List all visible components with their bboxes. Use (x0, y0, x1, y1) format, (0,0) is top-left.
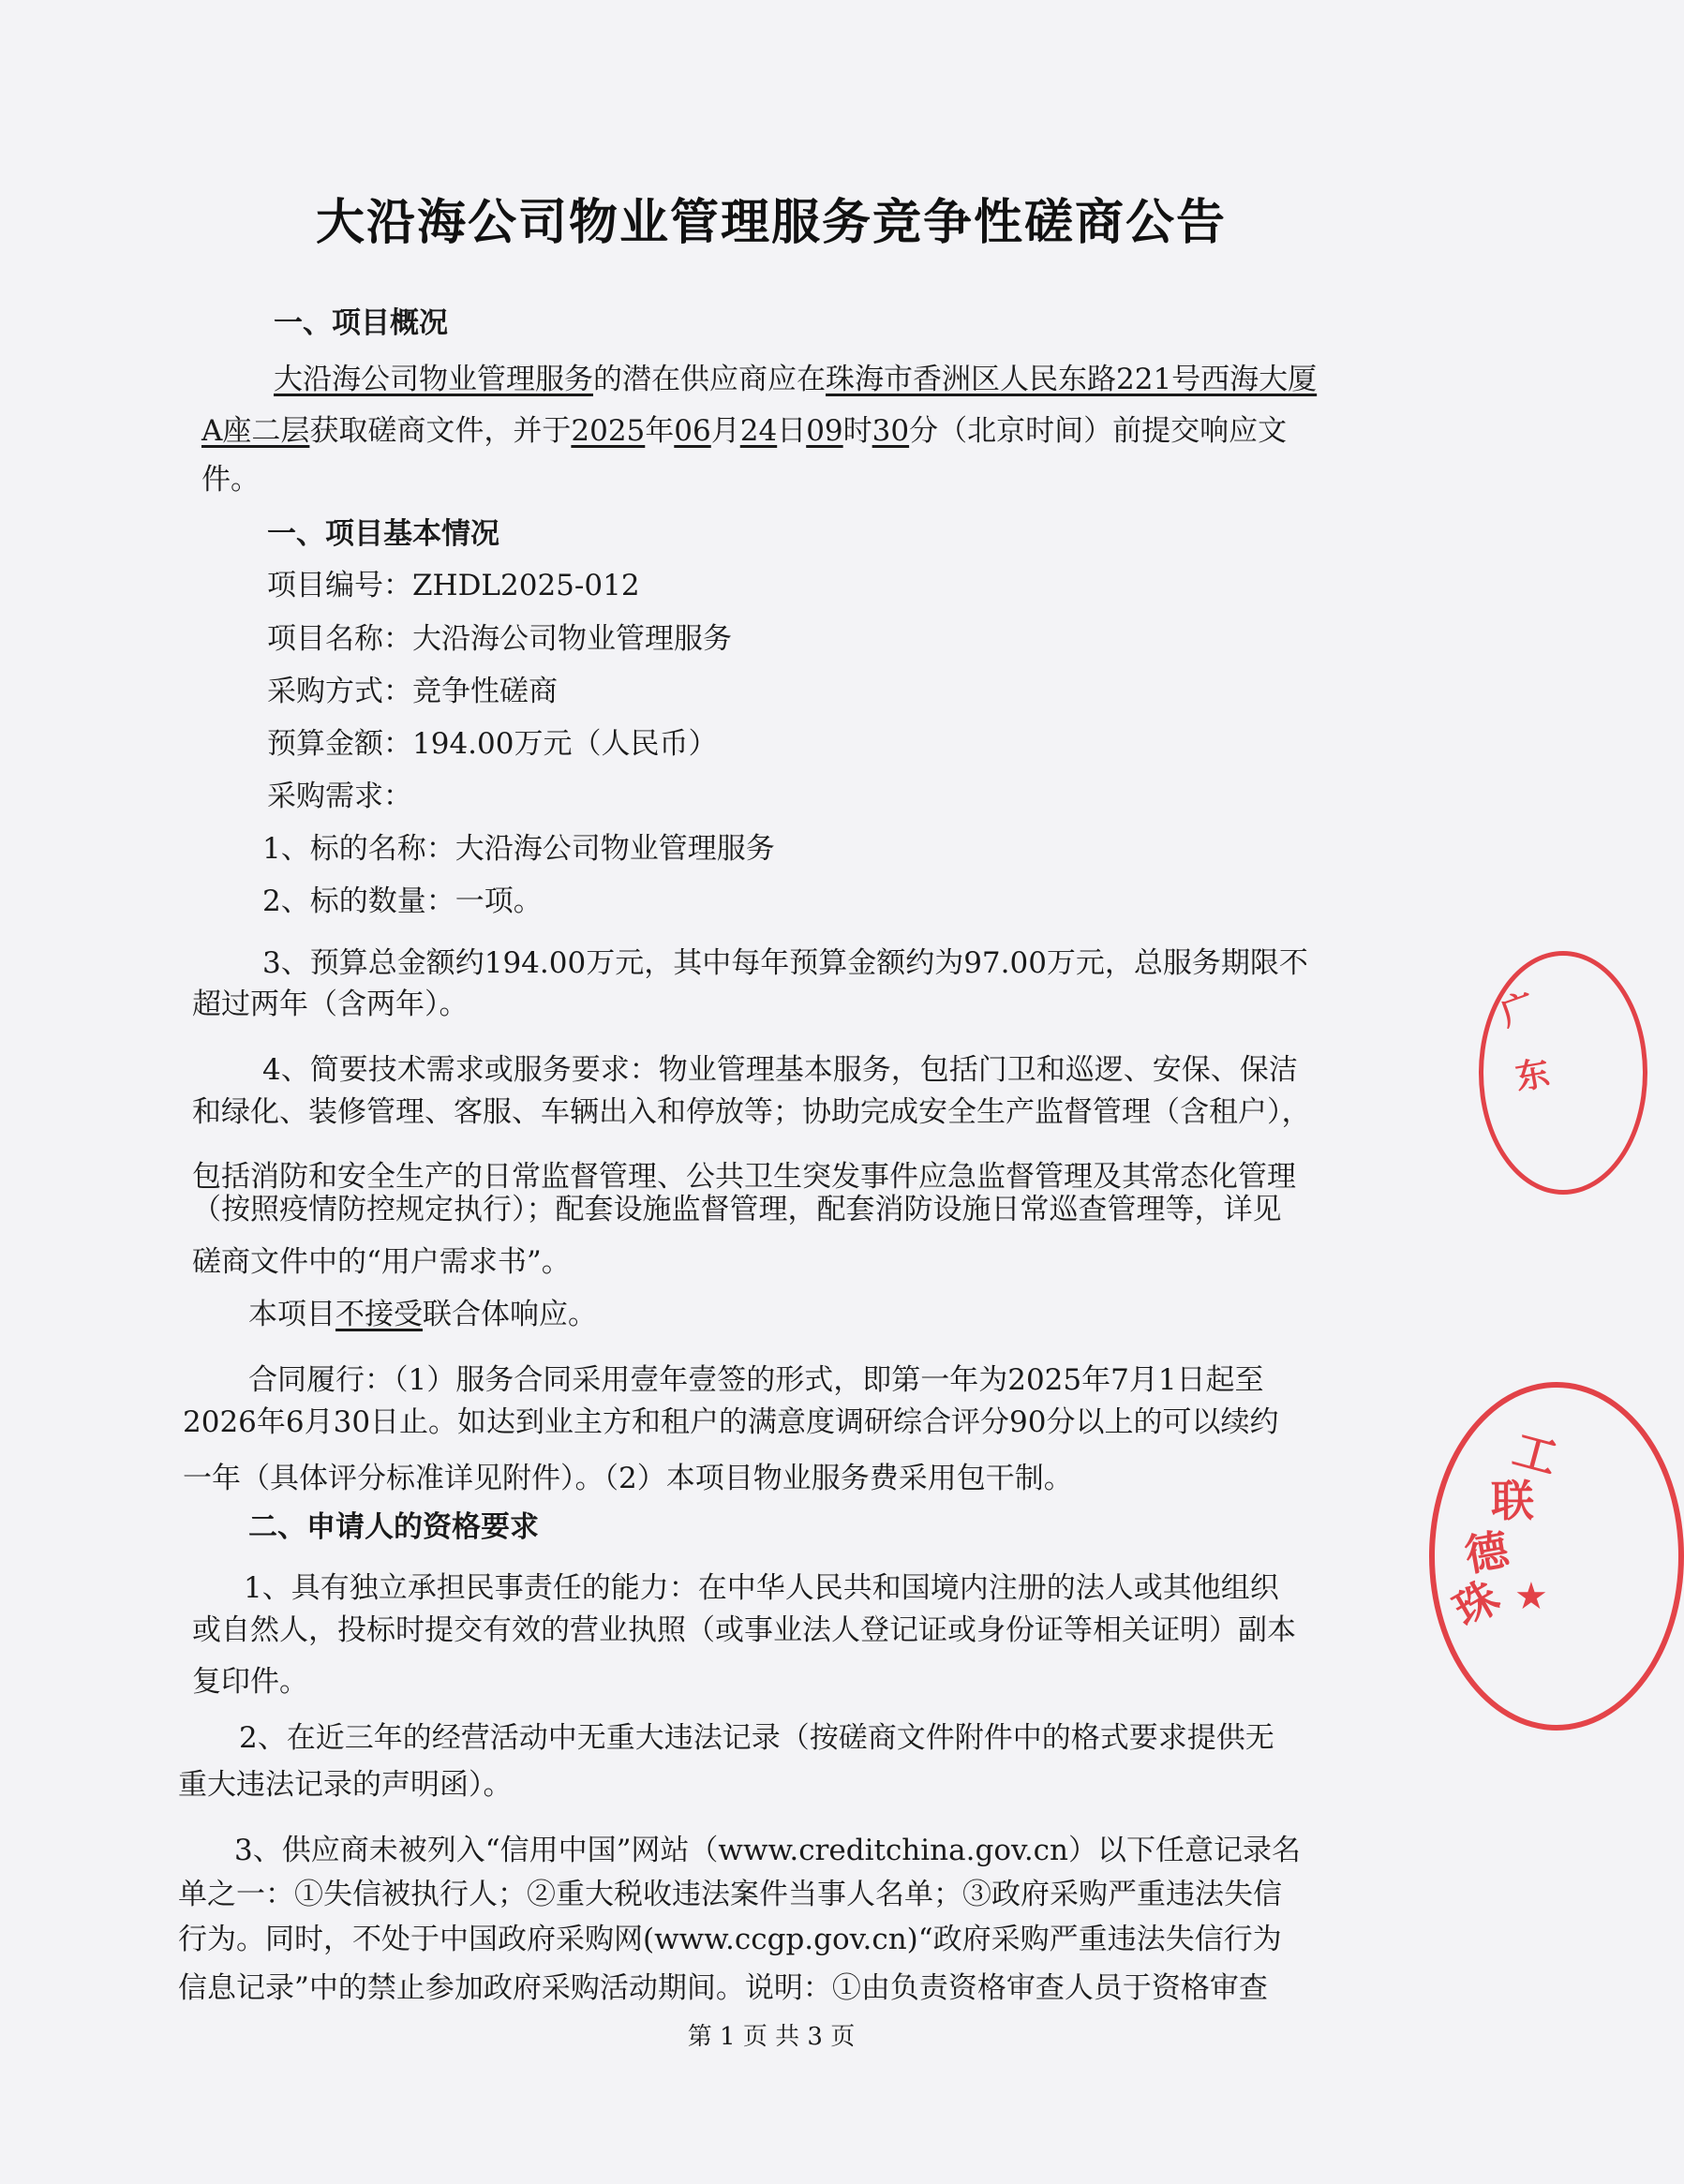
section-heading-overview: 一、项目概况 (274, 306, 448, 340)
text: 的潜在供应商应在 (593, 363, 826, 396)
overview-line-2 (201, 412, 1287, 450)
needs-item-3-line-2: 超过两年（含两年）。 (192, 988, 469, 1021)
page-footer: 第 1 页 共 3 页 (687, 2023, 856, 2051)
text: 本项目 (248, 1298, 335, 1331)
not-accepted-underlined: 不接受 (335, 1298, 423, 1331)
qualification-1-line-1: 1、具有独立承担民事责任的能力：在中华人民共和国境内注册的法人或其他组织 (244, 1571, 1279, 1605)
text: 时 (842, 414, 872, 448)
qualification-3-line-1: 3、供应商未被列入“信用中国”网站（www.creditchina.gov.cn）以下任意记录名 (234, 1834, 1302, 1867)
needs-item-4-line-5: 磋商文件中的“用户需求书”。 (192, 1245, 571, 1279)
needs-item-1: 1、标的名称：大沿海公司物业管理服务 (262, 832, 775, 866)
red-seal-stamp-top: 广 东 (1479, 951, 1647, 1195)
overview-line-3: 件。 (201, 463, 260, 497)
qualification-2-line-1: 2、在近三年的经营活动中无重大违法记录（按磋商文件附件中的格式要求提供无 (239, 1721, 1274, 1755)
text: 分（北京时间）前提交响应文 (909, 414, 1288, 448)
deadline-day: 24 (739, 414, 778, 448)
contract-line-3: 一年（具体评分标准详见附件）。（2）本项目物业服务费采用包干制。 (183, 1462, 1073, 1495)
qualification-3-line-4: 信息记录”中的禁止参加政府采购活动期间。说明：①由负责资格审查人员于资格审查 (178, 1971, 1268, 2005)
qualification-1-line-2: 或自然人，投标时提交有效的营业执照（或事业法人登记证或身份证等相关证明）副本 (192, 1613, 1296, 1647)
text: 月 (710, 414, 740, 448)
needs-item-3-line-1: 3、预算总金额约194.00万元，其中每年预算金额约为97.00万元，总服务期限不 (262, 946, 1308, 980)
contract-line-2: 2026年6月30日止。如达到业主方和租户的满意度调研综合评分90分以上的可以续约 (183, 1405, 1279, 1439)
needs-item-2: 2、标的数量：一项。 (262, 884, 543, 918)
text: 联合体响应。 (423, 1298, 597, 1331)
needs-item-4-line-4: （按照疫情防控规定执行）；配套设施监督管理，配套消防设施日常巡查管理等，详见 (192, 1193, 1282, 1226)
qualification-3-line-3: 行为。同时，不处于中国政府采购网(www.ccgp.gov.cn)“政府采购严重违法失信行为 (178, 1923, 1282, 1956)
document-title: 大沿海公司物业管理服务竞争性磋商公告 (315, 195, 1227, 251)
consortium-note (248, 1296, 597, 1333)
section-heading-qualifications: 二、申请人的资格要求 (248, 1510, 539, 1544)
text: 年 (645, 414, 675, 448)
qualification-3-line-2: 单之一：①失信被执行人；②重大税收违法案件当事人名单；③政府采购严重违法失信 (178, 1878, 1282, 1911)
overview-line-1 (274, 361, 1317, 398)
text: 日 (777, 414, 807, 448)
project-number: 项目编号：ZHDL2025-012 (267, 569, 640, 602)
red-seal-stamp-bottom: 珠 德 联 工 ★ (1429, 1382, 1684, 1731)
text: 获取磋商文件，并于 (309, 414, 572, 448)
qualification-2-line-2: 重大违法记录的声明函）。 (178, 1768, 513, 1802)
section-heading-basic-info: 一、项目基本情况 (267, 517, 499, 551)
needs-item-4-line-2: 和绿化、装修管理、客服、车辆出入和停放等；协助完成安全生产监督管理（含租户）， (192, 1095, 1311, 1129)
needs-item-4-line-1: 4、简要技术需求或服务要求：物业管理基本服务，包括门卫和巡逻、安保、保洁 (262, 1053, 1298, 1087)
needs-item-4-line-3: 包括消防和安全生产的日常监督管理、公共卫生突发事件应急监督管理及其常态化管理 (192, 1160, 1296, 1194)
contract-line-1: 合同履行：（1）服务合同采用壹年壹签的形式，即第一年为2025年7月1日起至 (248, 1363, 1264, 1397)
qualification-1-line-3: 复印件。 (192, 1665, 308, 1699)
deadline-year: 2025 (571, 414, 646, 448)
address-underlined: 珠海市香洲区人民东路221号西海大厦 (826, 363, 1318, 396)
procurement-needs-label: 采购需求： (267, 780, 412, 813)
project-name: 项目名称：大沿海公司物业管理服务 (267, 622, 732, 656)
budget-amount: 预算金额：194.00万元（人民币） (267, 727, 718, 761)
procurement-method: 采购方式：竞争性磋商 (267, 675, 558, 708)
address-cont-underlined: A座二层 (201, 414, 310, 448)
deadline-minute: 30 (872, 414, 910, 448)
deadline-hour: 09 (806, 414, 843, 448)
deadline-month: 06 (674, 414, 711, 448)
project-name-underlined: 大沿海公司物业管理服务 (274, 363, 593, 396)
